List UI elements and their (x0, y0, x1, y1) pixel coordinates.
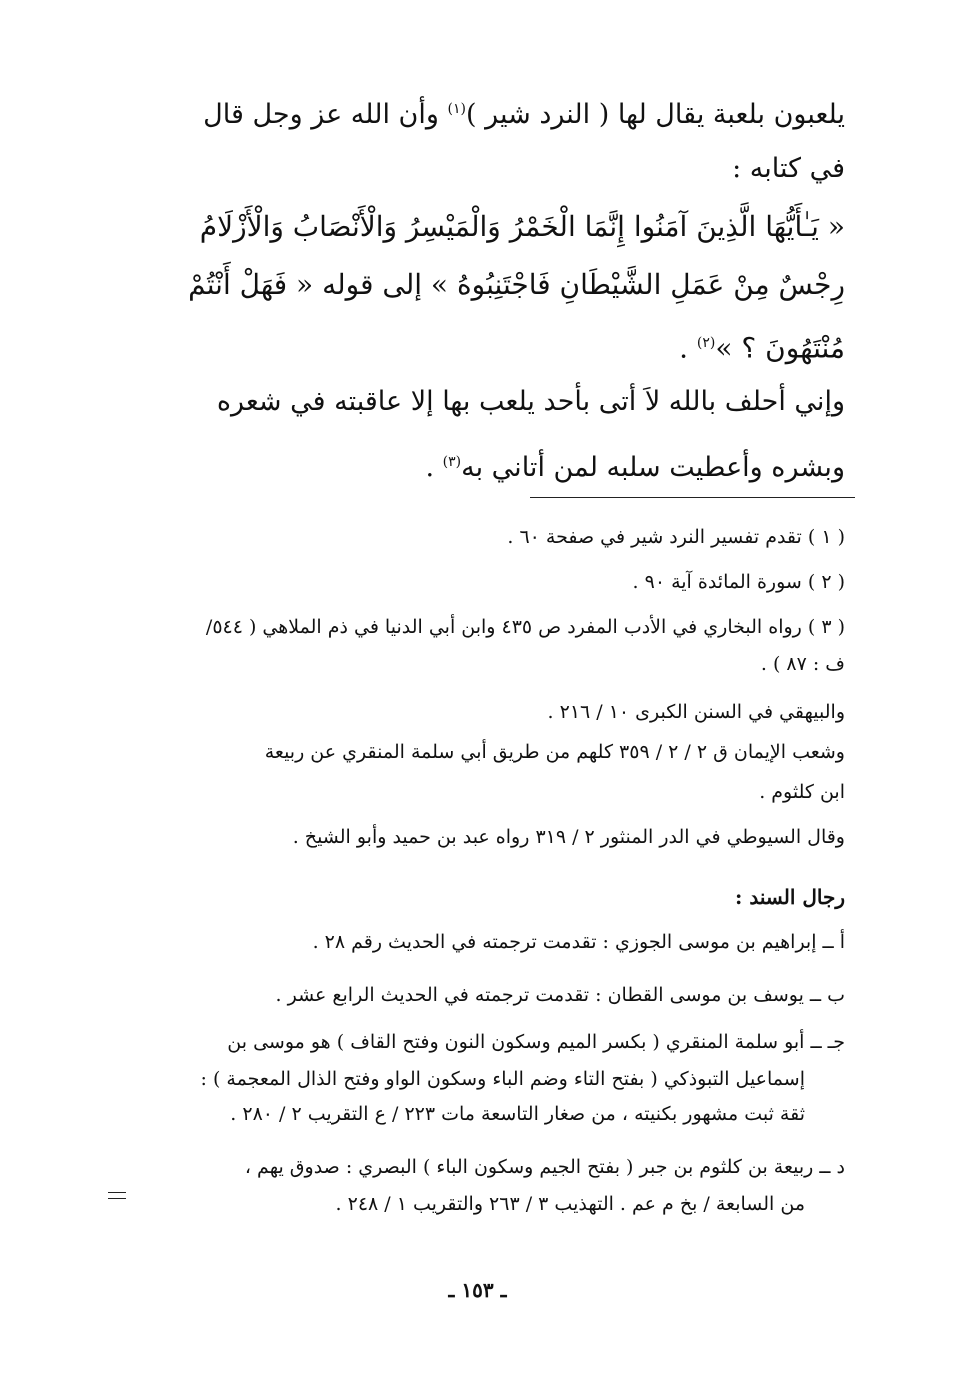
footnote-3-line-1: ( ٣ ) رواه البخاري في الأدب المفرد ص ٤٣٥ وابن أبي الدنيا في ذم الملاهي ( ٥٤٤/ (205, 616, 845, 638)
footnote-marker-2: (٢) (696, 335, 716, 351)
rijal-item-j-line-3: ثقة ثبت مشهور بكنيته ، من صغار التاسعة مات ٢٢٣ / ع التقريب ٢ / ٢٨٠ . (230, 1103, 805, 1125)
body-line-1-end: وأن الله عز وجل قال (203, 99, 439, 130)
footnote-marker-3: (٣) (442, 454, 462, 470)
quran-verse-line-3 (679, 326, 845, 365)
body-line-7 (425, 445, 845, 485)
footnote-2: ( ٢ ) سورة المائدة آية ٩٠ . (632, 571, 845, 593)
body-line-6: وإني أحلف بالله لاَ أتى بأحد يلعب بها إلا عاقبته في شعره (216, 386, 845, 417)
continuation-mark (108, 1192, 126, 1199)
body-line-1-start: يلعبون بلعبة يقال لها ( النرد شير ) (465, 99, 845, 130)
body-line-7-text: وبشره وأعطيت سلبه لمن أتاني به (461, 452, 845, 483)
verse-period: . (679, 331, 688, 365)
rijal-item-j-line-1: جـ ــ أبو سلمة المنقري ( بكسر الميم وسكون النون وفتح القاف ) هو موسى بن (227, 1031, 845, 1053)
footnote-3-line-3: والبيهقي في السنن الكبرى ١٠ / ٢١٦ . (547, 701, 845, 723)
rijal-heading: رجال السند : (735, 885, 845, 909)
footnote-3-line-4: وشعب الإيمان ق ٢ / ٢ / ٣٥٩ كلهم من طريق أبي سلمة المنقري عن ربيعة (264, 741, 845, 763)
footnote-3-line-5: ابن كلثوم . (759, 781, 845, 803)
body-line-2: في كتابه : (732, 153, 845, 184)
rijal-item-d-line-1: د ــ ربيعة بن كلثوم بن جبر ( بفتح الجيم وسكون الباء ) البصري : صدوق يهم ، (244, 1156, 845, 1178)
body-line-7-period: . (425, 452, 435, 483)
page-number: ـ ١٥٣ ـ (448, 1278, 507, 1302)
footnote-1: ( ١ ) تقدم تفسير النرد شير في صفحة ٦٠ . (507, 526, 845, 548)
quran-verse-line-1: « يَـٰأَيُّهَا الَّذِينَ آمَنُوا إِنَّمَا الْخَمْرُ وَالْمَيْسِرُ وَالْأَنْصَابُ وَالْأَزْلَامُ (199, 210, 845, 243)
quran-verse-line-2: رِجْسٌ مِنْ عَمَلِ الشَّيْطَانِ فَاجْتَنِبُوهُ » إلى قوله « فَهَلْ أَنْتُمْ (188, 268, 845, 301)
body-line-1 (203, 92, 845, 132)
footnote-3-line-2: ف : ٨٧ ) . (760, 653, 845, 675)
rijal-item-j-line-2: إسماعيل التبوذكي ( بفتح التاء وضم الباء وسكون الواو وفتح الذال المعجمة ) : (200, 1068, 805, 1090)
footnote-separator (530, 497, 855, 498)
footnote-3-line-6: وقال السيوطي في الدر المنثور ٢ / ٣١٩ رواه عبد بن حميد وأبو الشيخ . (292, 826, 845, 848)
rijal-item-d-line-2: من السابعة / بخ م عم . التهذيب ٣ / ٢٦٣ والتقريب ١ / ٢٤٨ . (335, 1193, 805, 1215)
rijal-item-b: ب ــ يوسف بن موسى القطان : تقدمت ترجمته في الحديث الرابع عشر . (275, 984, 845, 1006)
rijal-item-a: أ ــ إبراهيم بن موسى الجوزي : تقدمت ترجمته في الحديث رقم ٢٨ . (312, 931, 845, 953)
quran-verse-end: مُنْتَهُونَ ؟ » (715, 331, 845, 365)
footnote-marker-1: (١) (447, 101, 466, 117)
